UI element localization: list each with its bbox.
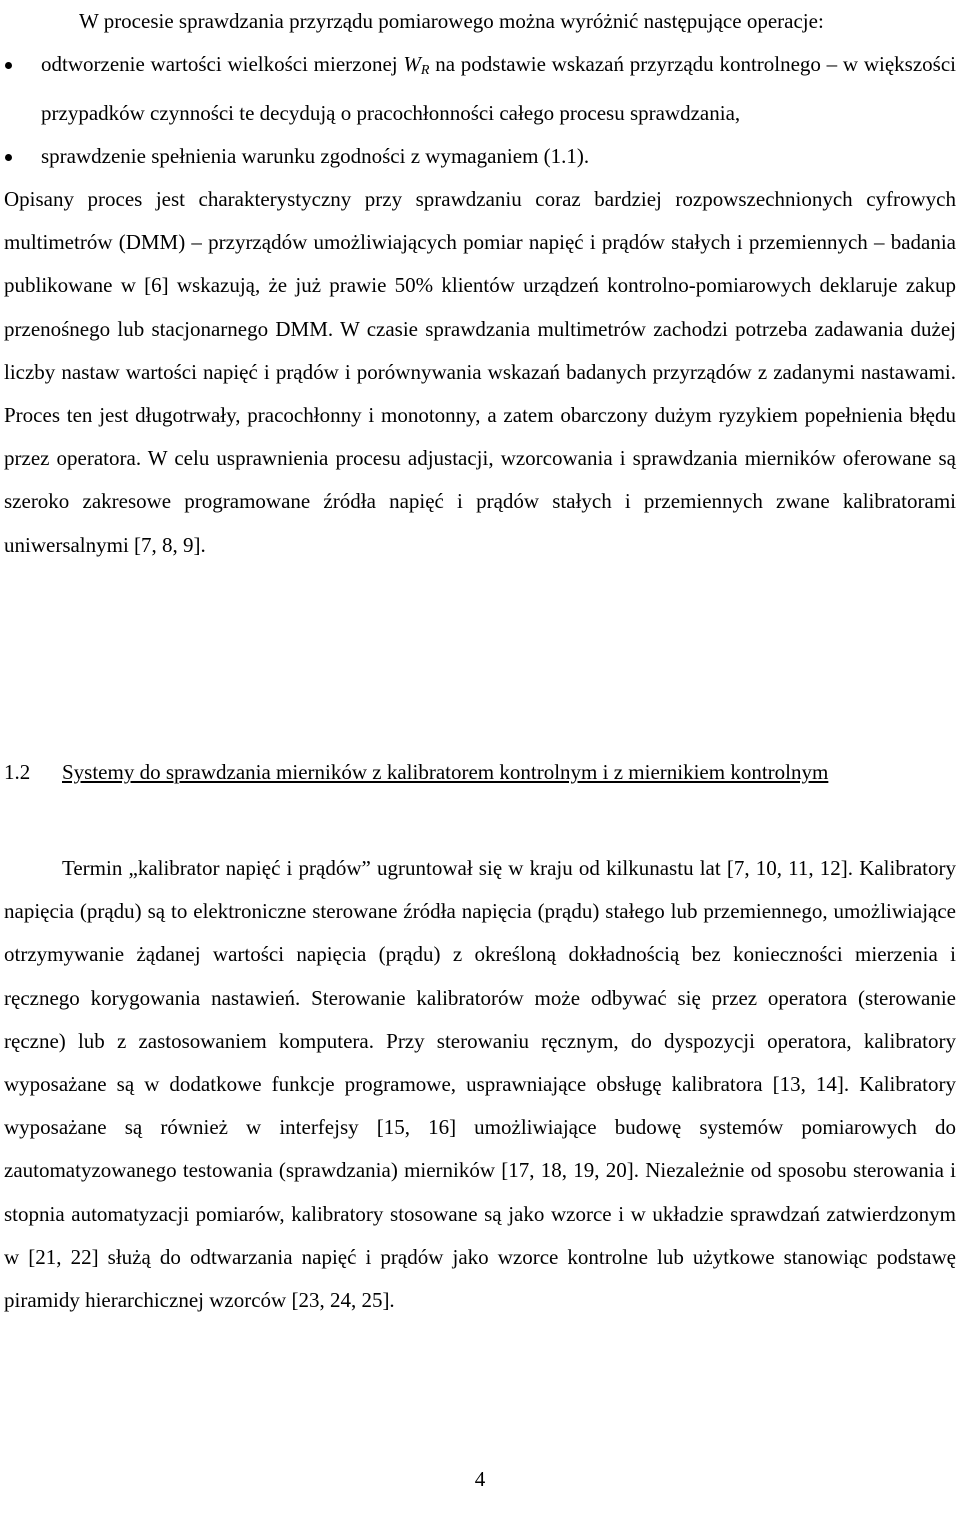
section-number: 1.2 [4,760,31,784]
bullet-icon [5,154,12,161]
page-number: 4 [474,1467,486,1491]
list-item-text: sprawdzenie spełnienia warunku zgodności z wymaganiem (1.1). [41,144,590,168]
body-paragraph: Opisany proces jest charakterystyczny przy sprawdzaniu coraz bardziej rozpowszechnionych cyfrowych multimetrów (DMM) – przyrządów umożliwiających pomiar napięć i prądów stałych i przemiennych – badania publikowane w [6] wskazują, że już prawie 50% klientów urządzeń kontrolno-pomiarowych deklaruje zakup przenośnego lub stacjonarnego DMM. W czasie sprawdzania multimetrów zachodzi potrzeba zadawania dużej liczby nastaw wartości napięć i prądów i porównywania wskazań badanych przyrządów z zadanymi nastawami. Proces ten jest długotrwały, pracochłonny i monotonny, a zatem obarczony dużym ryzykiem popełnienia błędu przez operatora. W celu usprawnienia procesu adjustacji, wzorcowania i sprawdzania mierników oferowane są szeroko zakresowe programowane źródła napięć i prądów stałych i przemiennych zwane kalibratorami uniwersalnymi [7, 8, 9]. [4,187,956,557]
list-item-text-before: odtworzenie wartości wielkości mierzonej [41,52,404,76]
section-heading [4,757,904,788]
bullet-icon [5,62,12,69]
list-item [4,135,956,178]
body-paragraph: Termin „kalibrator napięć i prądów” ugruntował się w kraju od kilkunastu lat [7, 10, 11, 12]. Kalibratory napięcia (prądu) są to elektroniczne sterowane źródła napięcia (prądu) stałego lub przemiennego, umożliwiające otrzymywanie żądanej wartości napięcia (prądu) z określoną dokładnością bez konieczności mierzenia i ręcznego korygowania nastawień. Sterowanie kalibratorów może odbywać się przez operatora (sterowanie ręczne) lub z zastosowaniem komputera. Przy sterowaniu ręcznym, do dyspozycji operatora, kalibratory wyposażane są w dodatkowe funkcje programowe, usprawniające obsługę kalibratora [13, 14]. Kalibratory wyposażane są również w interfejsy [15, 16] umożliwiające budowę systemów pomiarowych do zautomatyzowanego testowania (sprawdzania) mierników [17, 18, 19, 20]. Niezależnie od sposobu sterowania i stopnia automatyzacji pomiarów, kalibratory stosowane są jako wzorce i w układzie sprawdzań zatwierdzonym w [21, 22] służą do odtwarzania napięć i prądów jako wzorce kontrolne lub użytkowe stanowiąc podstawę piramidy hierarchicznej wzorców [23, 24, 25]. [4,856,956,1313]
list-item-text-after: na podstawie wskazań przyrządu kontrolnego – w większości przypadków czynności te decydują o pracochłonności całego procesu sprawdzania, [41,52,956,125]
operations-list [4,43,956,178]
quantity-subscript: R [420,63,430,78]
section-title: Systemy do sprawdzania mierników z kalibratorem kontrolnym i z miernikiem kontrolnym [62,760,829,784]
document-page [4,0,956,567]
quantity-symbol: $W_R$ [403,52,430,78]
list-item [4,43,956,135]
intro-paragraph: W procesie sprawdzania przyrządu pomiarowego można wyróżnić następujące operacje: [79,9,824,33]
